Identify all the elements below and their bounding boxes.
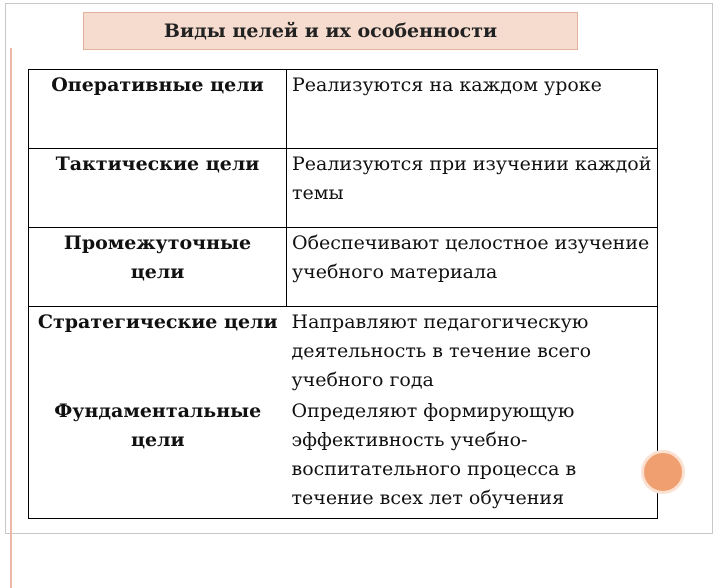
table-row: [29, 149, 658, 228]
title-box: [83, 12, 578, 50]
goal-name: Оперативные цели: [29, 70, 287, 149]
slide-title: Виды целей и их особенности: [163, 20, 498, 42]
goals-table: [28, 69, 658, 519]
goal-name: Фундаментальные цели: [29, 396, 287, 519]
table-row: [29, 228, 658, 307]
goal-description: Обеспечивают целостное изучение учебного материала: [287, 228, 658, 307]
table-row: [29, 70, 658, 149]
goal-description: Определяют формирующую эффективность учебно-воспитательного процесса в течение всех лет обучения: [287, 396, 658, 519]
table-row: [29, 396, 658, 519]
decorative-circle: [641, 450, 685, 494]
goal-name: Промежуточные цели: [29, 228, 287, 307]
goal-name: Тактические цели: [29, 149, 287, 228]
decorative-left-line: [10, 48, 12, 588]
goal-description: Направляют педагогическую деятельность в течение всего учебного года: [287, 307, 658, 397]
table-row: [29, 307, 658, 397]
goal-description: Реализуются при изучении каждой темы: [287, 149, 658, 228]
goal-description: Реализуются на каждом уроке: [287, 70, 658, 149]
goal-name: Стратегические цели: [29, 307, 287, 397]
